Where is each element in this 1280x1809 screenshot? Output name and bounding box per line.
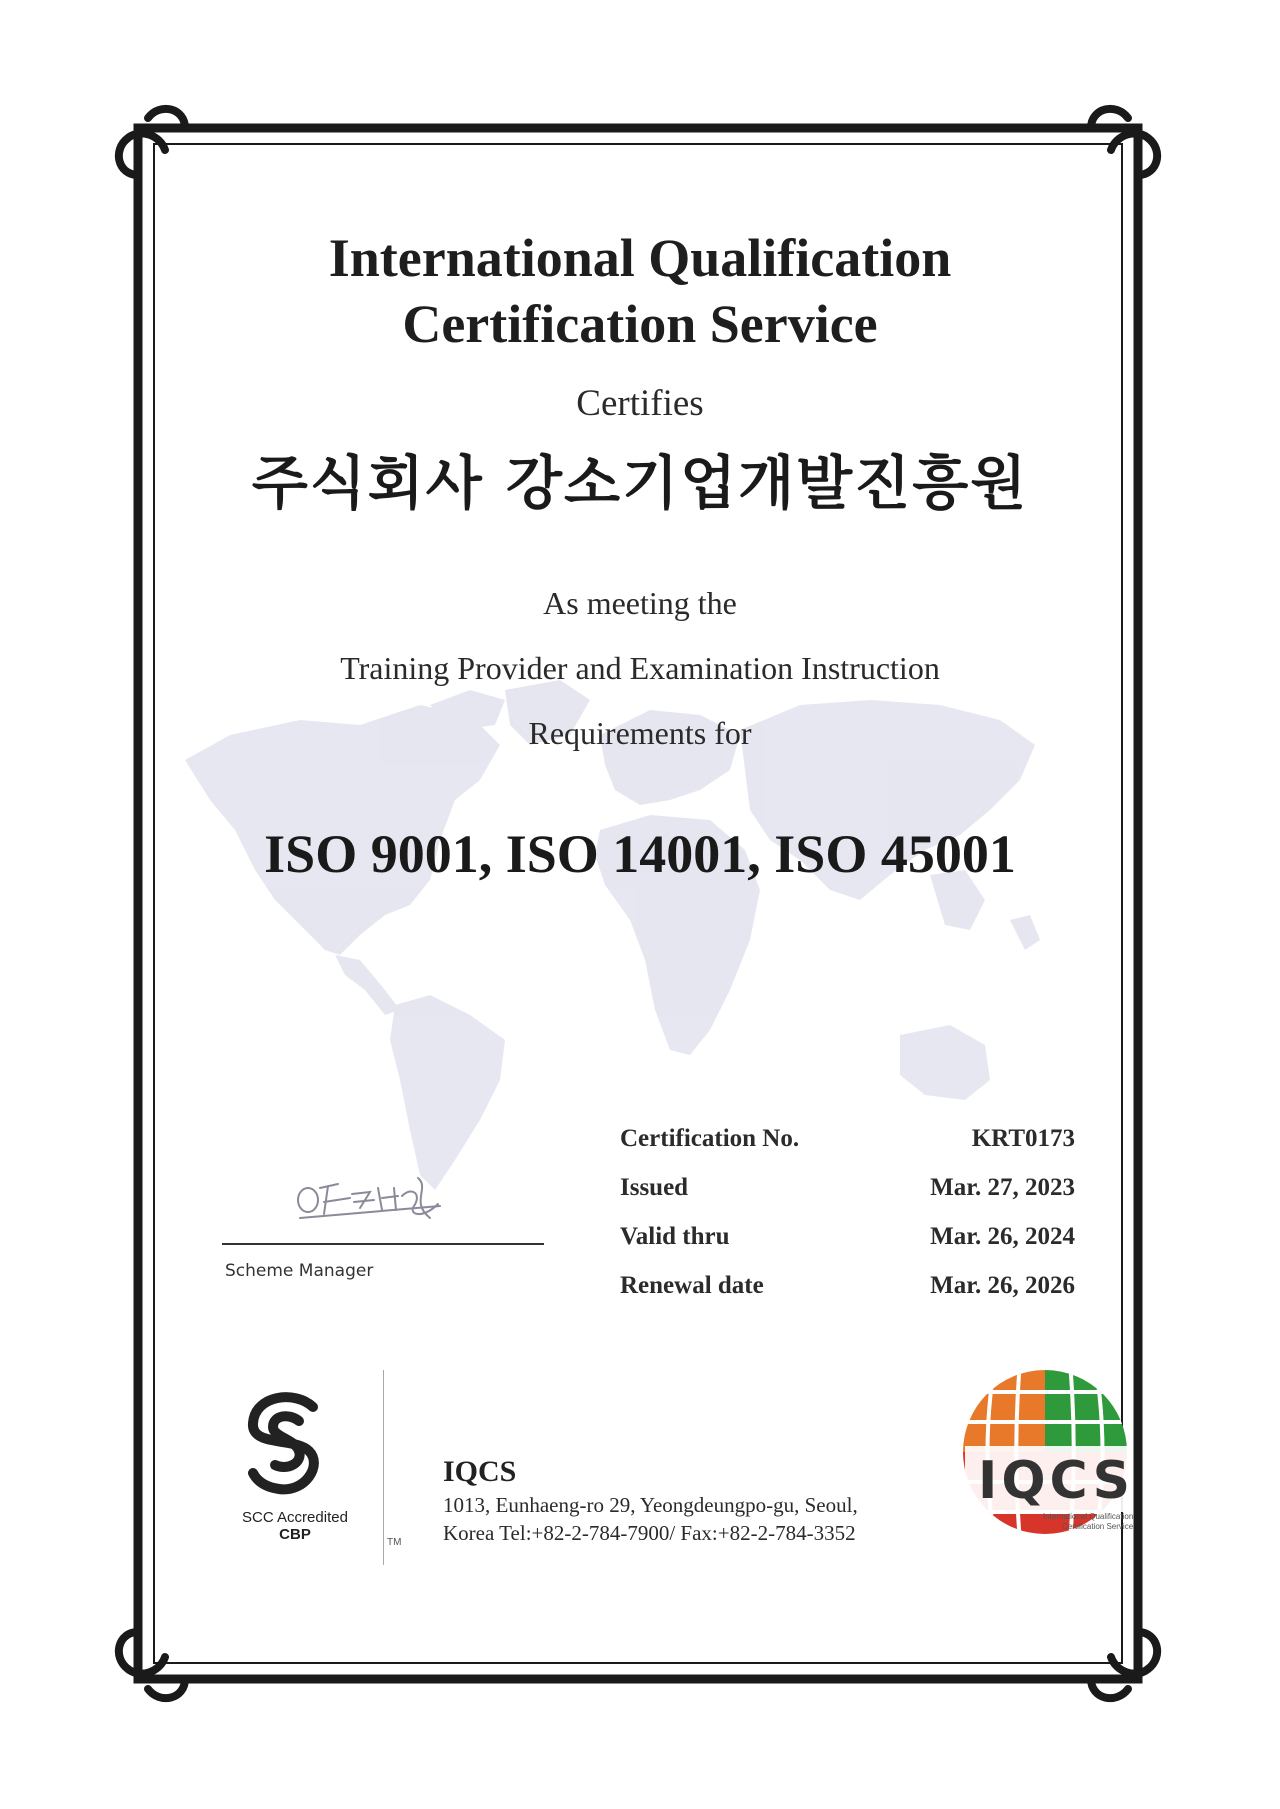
issuer-address-line-1: 1013, Eunhaeng-ro 29, Yeongdeungpo-gu, Seoul, [443, 1493, 858, 1517]
issuer-address-line-2: Korea Tel:+82-2-784-7900/ Fax:+82-2-784-3352 [443, 1521, 856, 1545]
detail-value: KRT0173 [971, 1125, 1075, 1152]
company-name: 주식회사 강소기업개발진흥원 [251, 449, 1029, 517]
detail-value: Mar. 26, 2026 [930, 1272, 1075, 1299]
requirement-line-2: Training Provider and Examination Instruction [340, 650, 940, 686]
title-line-1: International Qualification [328, 228, 952, 288]
certifies-text: Certifies [576, 383, 704, 424]
detail-label: Issued [620, 1174, 689, 1201]
certificate-title [140, 225, 1140, 357]
iqcs-logo-subtitle-1: International Qualification [1043, 1512, 1134, 1521]
trademark-mark: TM [387, 1537, 402, 1548]
detail-row-issued [620, 1174, 1075, 1214]
detail-label: Certification No. [620, 1125, 800, 1152]
detail-row-renewal-date [620, 1272, 1075, 1312]
detail-value: Mar. 26, 2024 [930, 1223, 1075, 1250]
detail-label: Valid thru [620, 1223, 730, 1250]
scc-accredited-label: SCC Accredited [242, 1509, 348, 1526]
signature-line [222, 1243, 544, 1245]
iqcs-logo-wordmark: IQCS [978, 1451, 1135, 1511]
requirement-line-3: Requirements for [528, 715, 752, 751]
scc-accredited-logo [235, 1385, 345, 1505]
issuer-name: IQCS [443, 1455, 517, 1488]
iqcs-logo-subtitle-2: Certification Service [1062, 1522, 1134, 1531]
title-line-2: Certification Service [402, 294, 878, 354]
detail-value: Mar. 27, 2023 [930, 1174, 1075, 1201]
requirement-line-1: As meeting the [543, 585, 737, 621]
detail-label: Renewal date [620, 1272, 764, 1299]
iso-standards: ISO 9001, ISO 14001, ISO 45001 [264, 824, 1016, 884]
detail-row-valid-thru [620, 1223, 1075, 1263]
signature-caption: Scheme Manager [225, 1261, 374, 1281]
handwritten-signature [290, 1158, 450, 1228]
scc-cbp-label: CBP [279, 1526, 311, 1543]
detail-row-certification-no [620, 1125, 1075, 1165]
